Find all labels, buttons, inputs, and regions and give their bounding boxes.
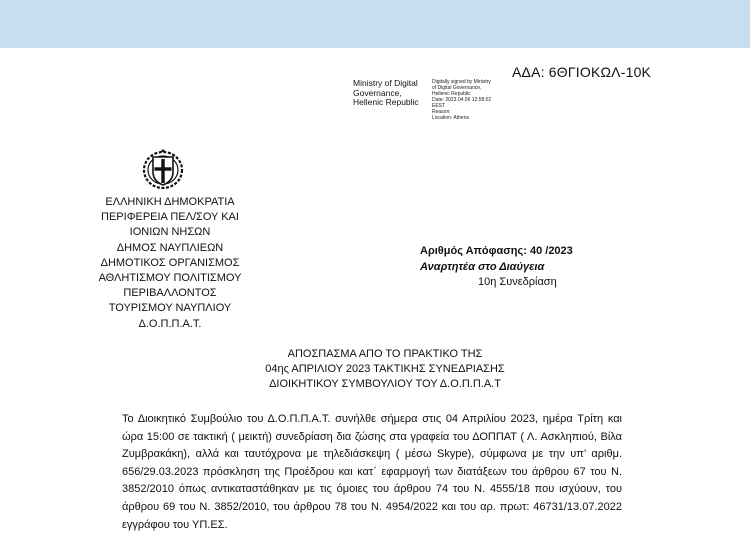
issuer-block xyxy=(60,195,280,332)
excerpt-line: ΔΙΟΙΚΗΤΙΚΟΥ ΣΥΜΒΟΥΛΙΟΥ ΤΟΥ Δ.Ο.Π.Π.Α.Τ xyxy=(269,378,501,390)
viewer-top-bar xyxy=(0,0,750,48)
signature-org-line: Ministry of Digital xyxy=(353,78,418,88)
issuer-line: ΑΘΛΗΤΙΣΜΟΥ ΠΟΛΙΤΙΣΜΟΥ xyxy=(98,272,242,285)
body-paragraph: Το Διοικητικό Συμβούλιο του Δ.Ο.Π.Π.Α.Τ. συνήλθε σήμερα στις 04 Απριλίου 2023, ημέρα Τρίτη και ώρα 15:00 σε τακτική ( μεικτή) συνεδρίαση δια ζώσης στα γραφεία του ΔΟΠΠΑΤ ( Λ. Ασκληπιού, Βίλα Ζυμβρακάκη), αλλά και ταυτόχρονα με τηλεδιάσκεψη ( μέσω Skype), σύμφωνα με την υπ’ αριθμ. 656/29.03.2023 πρόσκληση της Προέδρου και κατ΄ εφαρμογή των διατάξεων του άρθρου 67 του Ν. 3852/2010 όπως αντικαταστάθηκαν με τις όμοιες του άρθρου 74 του Ν. 4555/18 που ισχύουν, του άρθρου 69 του Ν. 3852/2010, του άρθρου 78 του Ν. 4954/2022 και του αρ. πρωτ: 46731/13.07.2022 εγγράφου του ΥΠ.ΕΣ. xyxy=(122,413,622,531)
signature-detail-line: Hellenic Republic xyxy=(432,91,471,97)
excerpt-heading xyxy=(200,347,570,392)
excerpt-line: 04ης ΑΠΡΙΛΙΟΥ 2023 ΤΑΚΤΙΚΗΣ ΣΥΝΕΔΡΙΑΣΗΣ xyxy=(265,363,505,375)
ada-code: ΑΔΑ: 6ΘΓΙΟΚΩΛ-10Κ xyxy=(512,64,652,80)
signature-detail-line: of Digital Governance, xyxy=(432,85,482,91)
hellenic-coat-of-arms-icon xyxy=(142,148,184,190)
issuer-line: ΠΕΡΙΒΑΛΛΟΝΤΟΣ xyxy=(123,287,217,300)
decision-posted-note: Αναρτητέα στο Διαύγεια xyxy=(420,260,545,273)
signature-detail-line: Location: Athens xyxy=(432,115,469,121)
decision-number: Αριθμός Απόφασης: 40 /2023 xyxy=(420,245,573,257)
signature-detail-line: Digitally signed by Ministry xyxy=(432,79,491,85)
signature-org-line: Governance, xyxy=(353,87,402,98)
signature-detail-line: EEST xyxy=(432,103,446,109)
issuer-line: ΤΟΥΡΙΣΜΟΥ ΝΑΥΠΛΙΟΥ xyxy=(108,302,232,315)
signature-organization xyxy=(353,79,419,108)
decision-session: 10η Συνεδρίαση xyxy=(478,276,557,288)
signature-detail-line: Reason: xyxy=(432,109,451,115)
issuer-line: ΔΗΜΟΣ ΝΑΥΠΛΙΕΩΝ xyxy=(116,241,224,254)
issuer-line: Δ.Ο.Π.Π.Α.Τ. xyxy=(138,317,202,330)
signature-org-line: Hellenic Republic xyxy=(353,97,419,107)
issuer-line: ΙΟΝΙΩΝ ΝΗΣΩΝ xyxy=(129,226,211,239)
decision-info xyxy=(420,244,573,291)
issuer-line: ΕΛΛΗΝΙΚΗ ΔΗΜΟΚΡΑΤΙΑ xyxy=(105,196,235,208)
excerpt-line: ΑΠΟΣΠΑΣΜΑ ΑΠΟ ΤΟ ΠΡΑΚΤΙΚΟ ΤΗΣ xyxy=(287,348,483,360)
signature-details xyxy=(432,79,491,121)
issuer-line: ΠΕΡΙΦΕΡΕΙΑ ΠΕΛ/ΣΟΥ ΚΑΙ xyxy=(101,211,239,224)
issuer-line: ΔΗΜΟΤΙΚΟΣ ΟΡΓΑΝΙΣΜΟΣ xyxy=(100,256,240,269)
signature-detail-line: Date: 2023.04.06 12:58:02 xyxy=(432,97,492,103)
